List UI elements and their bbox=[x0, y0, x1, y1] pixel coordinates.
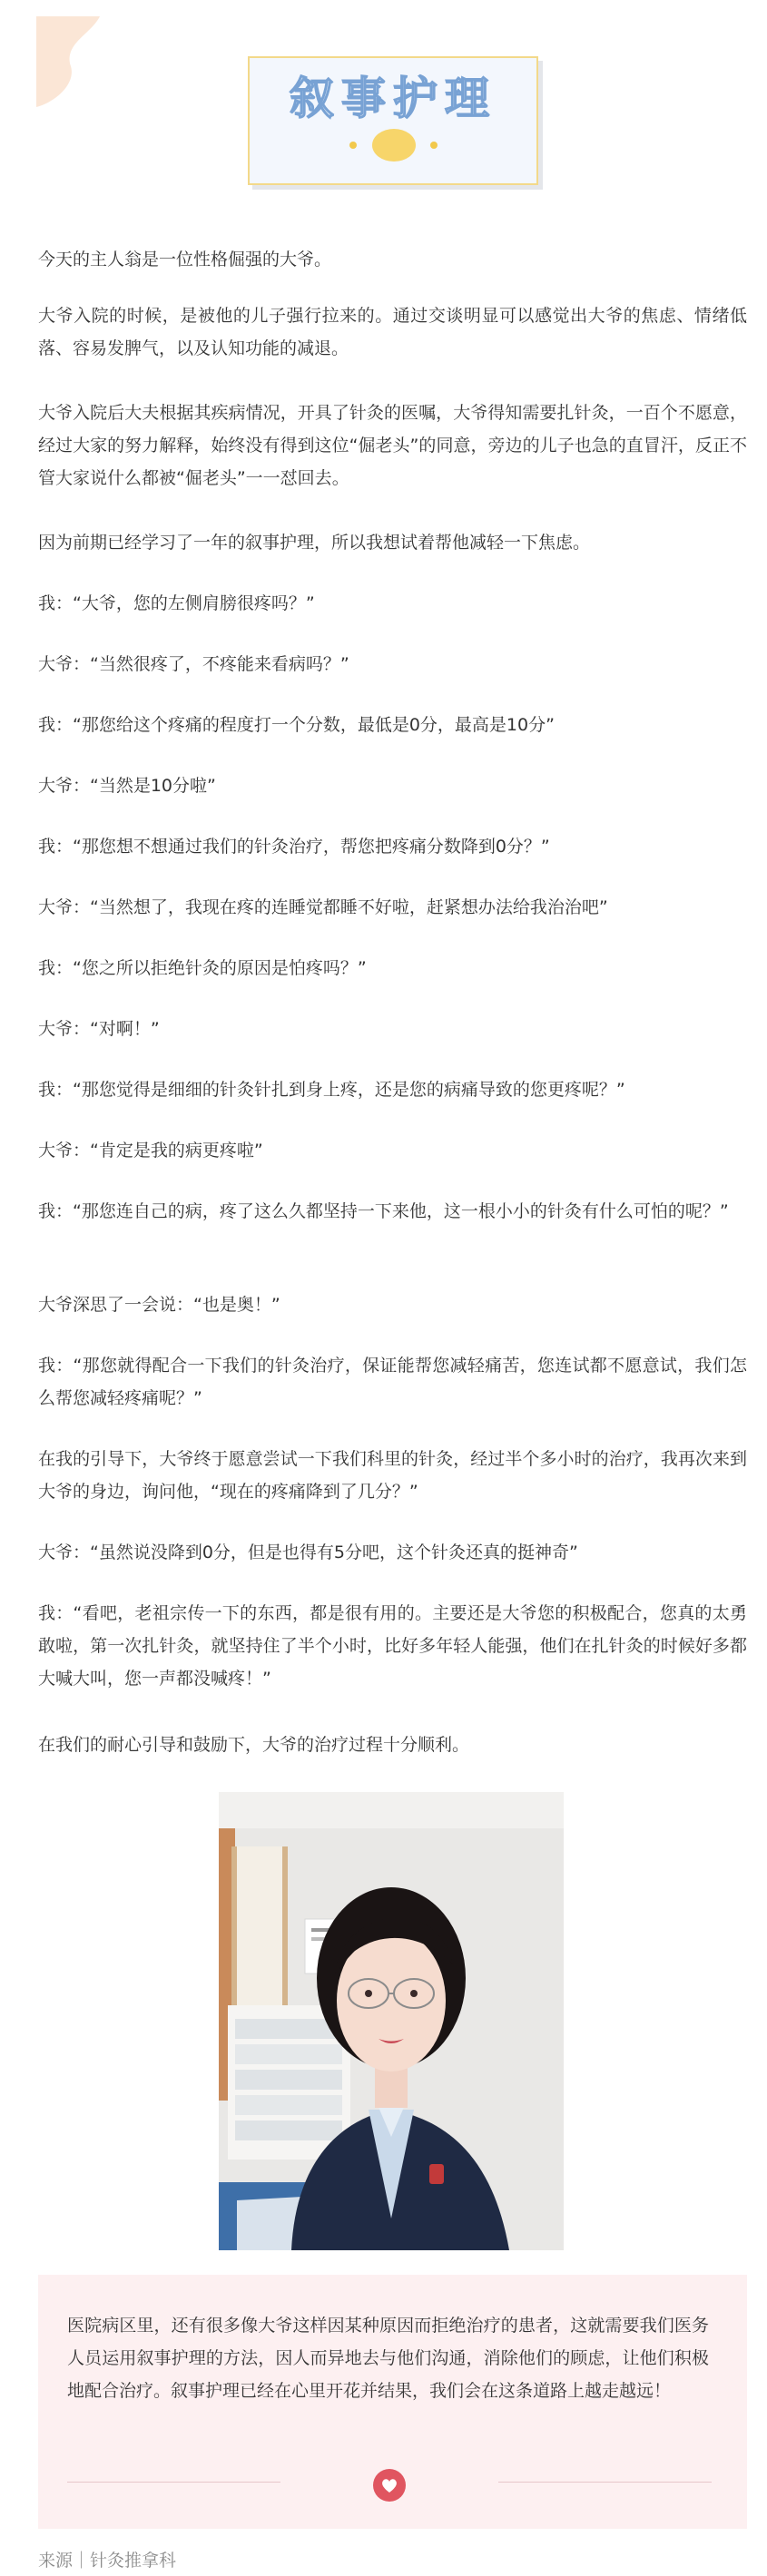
paragraph: 在我的引导下，大爷终于愿意尝试一下我们科里的针灸，经过半个多小时的治疗，我再次来到大爷的身边，询问他，“现在的疼痛降到了几分？” bbox=[38, 1449, 747, 1502]
page-title: 叙事护理 bbox=[289, 73, 497, 124]
paragraph: 因为前期已经学习了一年的叙事护理，所以我想试着帮他减轻一下焦虑。 bbox=[38, 533, 591, 553]
title-card bbox=[248, 56, 538, 185]
paragraph: 大爷：“当然很疼了，不疼能来看病吗？” bbox=[38, 654, 349, 674]
divider-left bbox=[67, 2482, 280, 2483]
paragraph: 在我们的耐心引导和鼓励下，大爷的治疗过程十分顺利。 bbox=[38, 1735, 470, 1755]
paragraph: 我：“那您觉得是细细的针灸针扎到身上疼，还是您的病痛导致的您更疼呢？” bbox=[38, 1080, 625, 1100]
nurse-photo bbox=[219, 1792, 564, 2250]
paragraph: 大爷入院的时候，是被他的儿子强行拉来的。通过交谈明显可以感觉出大爷的焦虑、情绪低落、容易发脾气，以及认知功能的减退。 bbox=[38, 306, 747, 358]
paragraph: 大爷入院后大夫根据其疾病情况，开具了针灸的医嘱，大爷得知需要扎针灸，一百个不愿意，经过大家的努力解释，始终没有得到这位“倔老头”的同意，旁边的儿子也急的直冒汗，反正不管大家说什么都被“倔老头”一一怼回去。 bbox=[38, 403, 747, 488]
paragraph: 我：“大爷，您的左侧肩膀很疼吗？” bbox=[38, 593, 315, 613]
paragraph: 大爷：“肯定是我的病更疼啦” bbox=[38, 1141, 263, 1161]
paragraph: 我：“那您连自己的病，疼了这么久都坚持一下来他，这一根小小的针灸有什么可怕的呢？” bbox=[38, 1201, 729, 1221]
paragraph: 今天的主人翁是一位性格倔强的大爷。 bbox=[38, 250, 332, 269]
ornament-dot-right bbox=[430, 142, 438, 149]
paragraph: 大爷：“当然是10分啦” bbox=[38, 776, 216, 796]
paragraph: 大爷深思了一会说：“也是奥！” bbox=[38, 1295, 280, 1315]
paragraph: 大爷：“当然想了，我现在疼的连睡觉都睡不好啦，赶紧想办法给我治治吧” bbox=[38, 897, 608, 917]
paragraph: 我：“您之所以拒绝针灸的原因是怕疼吗？” bbox=[38, 958, 367, 978]
divider-right bbox=[498, 2482, 712, 2483]
ornament-dot-left bbox=[349, 142, 357, 149]
closing-note bbox=[38, 2275, 747, 2529]
heart-icon bbox=[373, 2469, 406, 2502]
paragraph: 我：“那您想不想通过我们的针灸治疗，帮您把疼痛分数降到0分？” bbox=[38, 837, 550, 857]
paragraph: 我：“看吧，老祖宗传一下的东西，都是很有用的。主要还是大爷您的积极配合，您真的太勇敢啦，第一次扎针灸，就坚持住了半个小时，比好多年轻人能强，他们在扎针灸的时候好多都大喊大叫，您一声都没喊疼！” bbox=[38, 1603, 747, 1689]
source-credit: 来源｜针灸推拿科 bbox=[38, 2551, 177, 2571]
paragraph: 大爷：“对啊！” bbox=[38, 1019, 160, 1039]
paragraph: 大爷：“虽然说没降到0分，但是也得有5分吧，这个针灸还真的挺神奇” bbox=[38, 1543, 578, 1562]
closing-text: 医院病区里，还有很多像大爷这样因某种原因而拒绝治疗的患者，这就需要我们医务人员运用叙事护理的方法，因人而异地去与他们沟通，消除他们的顾虑，让他们积极地配合治疗。叙事护理已经在心里开花并结果，我们会在这条道路上越走越远！ bbox=[67, 2316, 709, 2401]
title-ornament bbox=[250, 127, 536, 167]
paragraph: 我：“那您就得配合一下我们的针灸治疗，保证能帮您减轻痛苦，您连试都不愿意试，我们怎么帮您减轻疼痛呢？” bbox=[38, 1356, 747, 1408]
paragraph: 我：“那您给这个疼痛的程度打一个分数，最低是0分，最高是10分” bbox=[38, 715, 555, 735]
corner-decoration bbox=[36, 16, 100, 107]
ornament-pill bbox=[372, 129, 416, 162]
